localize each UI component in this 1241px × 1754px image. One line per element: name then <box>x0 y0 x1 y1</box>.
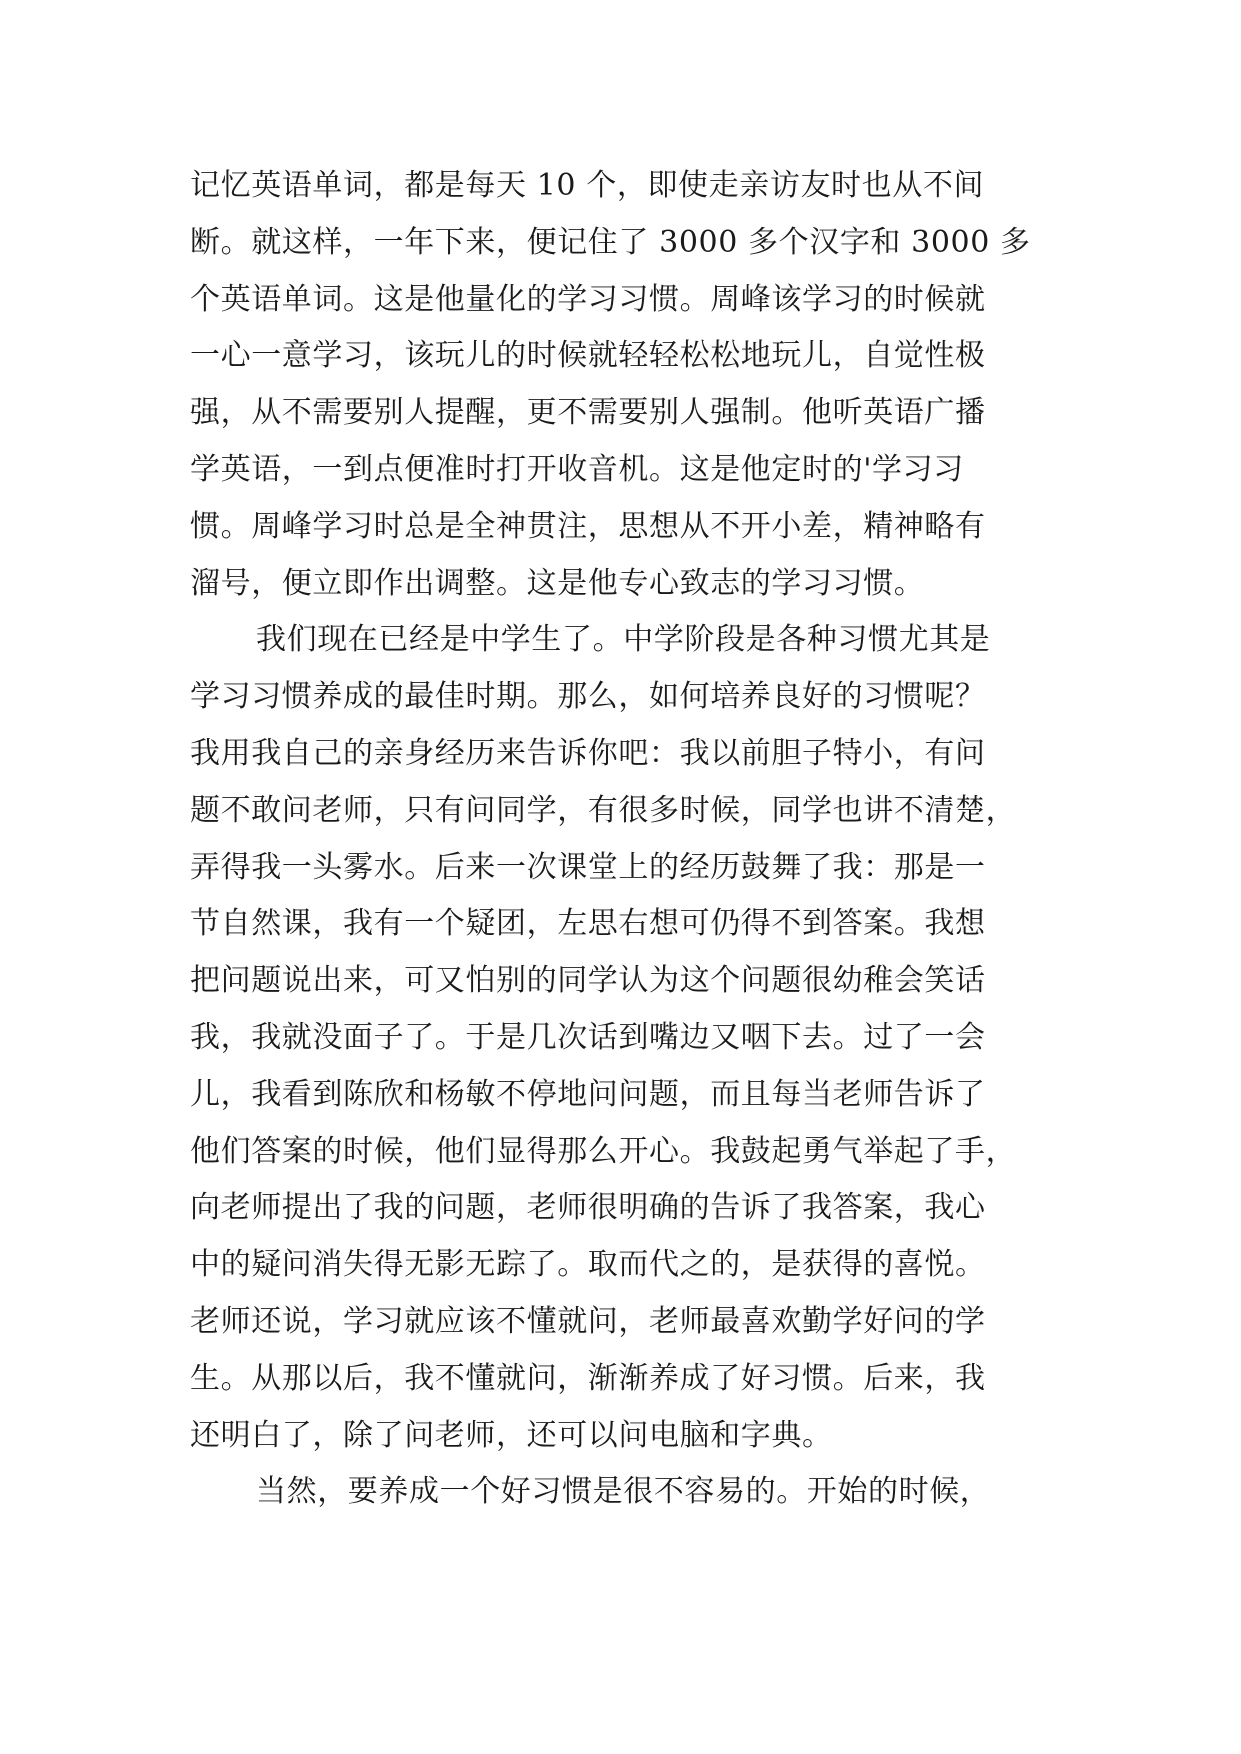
text-line: 强，从不需要别人提醒，更不需要别人强制。他听英语广播 <box>190 395 986 431</box>
text-line: 还明白了，除了问老师，还可以问电脑和字典。 <box>190 1417 833 1453</box>
text-line: 我用我自己的亲身经历来告诉你吧：我以前胆子特小，有问 <box>190 735 986 771</box>
body-text <box>190 158 1050 1521</box>
text-line: 弄得我一头雾水。后来一次课堂上的经历鼓舞了我：那是一 <box>190 849 986 885</box>
text-line: 个英语单词。这是他量化的学习习惯。周峰该学习的时候就 <box>190 281 986 317</box>
text-line: 我们现在已经是中学生了。中学阶段是各种习惯尤其是 <box>256 622 991 658</box>
text-line: 生。从那以后，我不懂就问，渐渐养成了好习惯。后来，我 <box>190 1360 986 1396</box>
text-line: 当然，要养成一个好习惯是很不容易的。开始的时候， <box>256 1474 991 1510</box>
text-line: 学英语，一到点便准时打开收音机。这是他定时的'学习习 <box>190 451 964 487</box>
text-line: 惯。周峰学习时总是全神贯注，思想从不开小差，精神略有 <box>190 508 986 544</box>
text-line: 他们答案的时候，他们显得那么开心。我鼓起勇气举起了手， <box>190 1133 1017 1169</box>
text-line: 溜号，便立即作出调整。这是他专心致志的学习习惯。 <box>190 565 925 601</box>
text-line: 题不敢问老师，只有问同学，有很多时候，同学也讲不清楚， <box>190 792 1017 828</box>
text-line: 把问题说出来，可又怕别的同学认为这个问题很幼稚会笑话 <box>190 963 986 999</box>
text-line: 断。就这样，一年下来，便记住了 3000 多个汉字和 3000 多 <box>190 224 1031 260</box>
text-line: 学习习惯养成的最佳时期。那么，如何培养良好的习惯呢？ <box>190 679 986 715</box>
text-line: 老师还说，学习就应该不懂就问，老师最喜欢勤学好问的学 <box>190 1303 986 1339</box>
text-line: 节自然课，我有一个疑团，左思右想可仍得不到答案。我想 <box>190 906 986 942</box>
text-line: 记忆英语单词，都是每天 10 个，即使走亲访友时也从不间 <box>190 168 985 203</box>
text-line: 一心一意学习，该玩儿的时候就轻轻松松地玩儿，自觉性极 <box>190 338 986 374</box>
text-line: 中的疑问消失得无影无踪了。取而代之的，是获得的喜悦。 <box>190 1247 986 1283</box>
text-line: 儿，我看到陈欣和杨敏不停地问问题，而且每当老师告诉了 <box>190 1076 986 1112</box>
text-line: 我，我就没面子了。于是几次话到嘴边又咽下去。过了一会 <box>190 1019 986 1055</box>
text-line: 向老师提出了我的问题，老师很明确的告诉了我答案，我心 <box>190 1190 986 1226</box>
